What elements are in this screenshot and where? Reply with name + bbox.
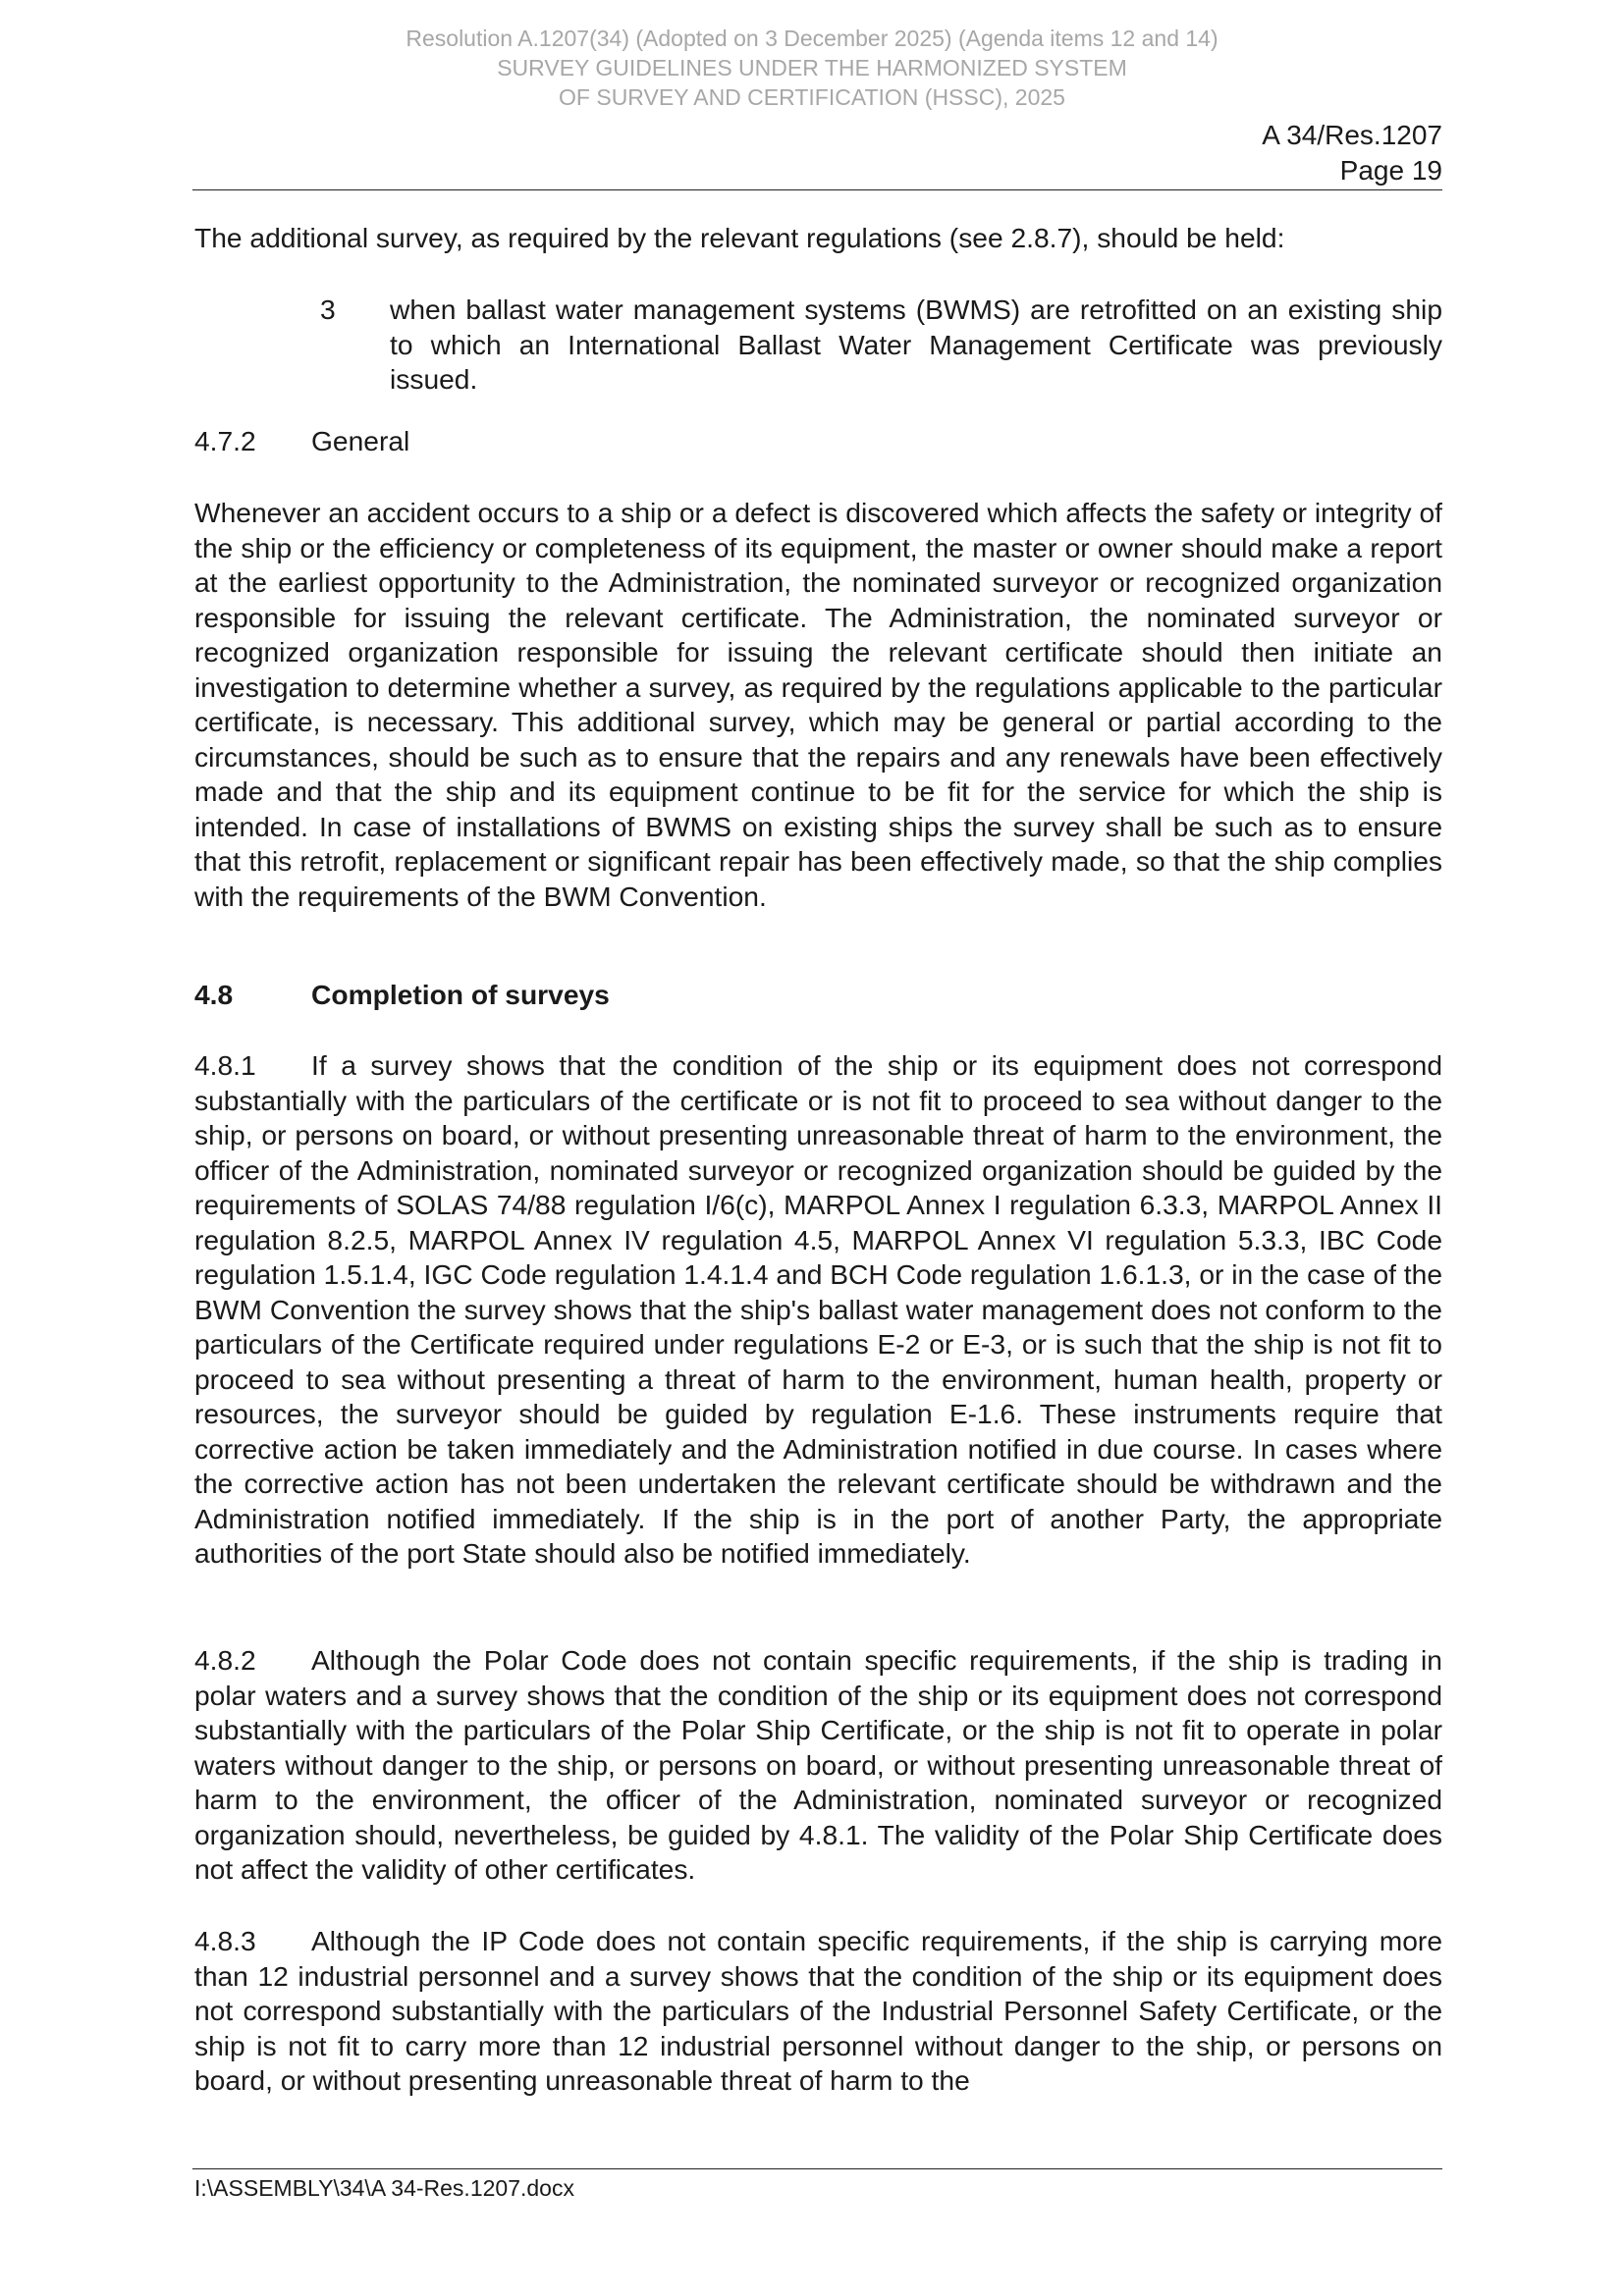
watermark-line-3: OF SURVEY AND CERTIFICATION (HSSC), 2025 <box>559 84 1065 110</box>
footer-file-path: I:\ASSEMBLY\34\A 34-Res.1207.docx <box>194 2175 574 2201</box>
paragraph-4-7-2: Whenever an accident occurs to a ship or a defect is discovered which affects the safety or integrity of the ship or the efficiency or completeness of its equipment, the master or owner should make a report at the earliest opportunity to the Administration, the nominated surveyor or recognized organization responsible for issuing the relevant certificate. The Administration, the nominated surveyor or recognized organization responsible for issuing the relevant certificate should then initiate an investigation to determine whether a survey, as required by the regulations applicable to the particular certificate, is necessary. This additional survey, which may be general or partial according to the circumstances, should be such as to ensure that the repairs and any renewals have been effectively made and that the ship and its equipment continue to be fit for the service for which the ship is intended. In case of installations of BWMS on existing ships the survey shall be such as to ensure that this retrofit, replacement or significant repair has been effectively made, so that the ship complies with the requirements of the BWM Convention. <box>194 497 1442 912</box>
paragraph-number: 4.8.3 <box>194 1925 256 1956</box>
page-number: Page 19 <box>1339 155 1442 186</box>
paragraph-4-8-1 <box>194 1048 1442 1572</box>
paragraph-4-8-3 <box>194 1924 1442 2099</box>
paragraph-number: 4.8.1 <box>194 1049 256 1081</box>
doc-reference: A 34/Res.1207 <box>1262 120 1442 150</box>
resolution-watermark <box>0 24 1624 112</box>
section-title: General <box>311 425 410 456</box>
paragraph-number: 4.8.2 <box>194 1644 256 1676</box>
footer-divider <box>192 2168 1442 2169</box>
paragraph-4-8-2 <box>194 1643 1442 1888</box>
section-title: Completion of surveys <box>311 979 610 1010</box>
paragraph-text: Although the Polar Code does not contain specific requirements, if the ship is trading in polar waters and a survey shows that the condition of the ship or its equipment does not correspond substantially with the particulars of the Polar Ship Certificate, or the ship is not fit to operate in polar waters without danger to the ship, or persons on board, or without presenting unreasonable threat of harm to the environment, the officer of the Administration, nominated surveyor or recognized organization should, nevertheless, be guided by 4.8.1. The validity of the Polar Ship Certificate does not affect the validity of other certificates. <box>194 1644 1442 1885</box>
list-item-number: 3 <box>320 294 336 325</box>
watermark-line-2: SURVEY GUIDELINES UNDER THE HARMONIZED SYSTEM <box>497 55 1127 80</box>
section-heading-4-7-2 <box>194 424 1442 459</box>
page-header <box>1262 118 1442 188</box>
section-number: 4.8 <box>194 979 234 1010</box>
header-divider <box>192 189 1442 190</box>
section-heading-4-8 <box>194 978 1442 1013</box>
watermark-line-1: Resolution A.1207(34) (Adopted on 3 December 2025) (Agenda items 12 and 14) <box>406 26 1218 51</box>
paragraph-text: If a survey shows that the condition of the ship or its equipment does not correspond substantially with the particulars of the certificate or is not fit to proceed to sea without danger to the ship, or persons on board, or without presenting unreasonable threat of harm to the environment, the officer of the Administration, nominated surveyor or recognized organization should be guided by the requirements of SOLAS 74/88 regulation I/6(c), MARPOL Annex I regulation 6.3.3, MARPOL Annex II regulation 8.2.5, MARPOL Annex IV regulation 4.5, MARPOL Annex VI regulation 5.3.3, IBC Code regulation 1.5.1.4, IGC Code regulation 1.4.1.4 and BCH Code regulation 1.6.1.3, or in the case of the BWM Convention the survey shows that the ship's ballast water management does not conform to the particulars of the Certificate required under regulations E-2 or E-3, or is such that the ship is not fit to proceed to sea without presenting a threat of harm to the environment, human health, property or resources, the surveyor should be guided by regulation E-1.6. These instruments require that corrective action be taken immediately and the Administration notified in due course. In cases where the corrective action has not been undertaken the relevant certificate should be withdrawn and the Administration notified immediately. If the ship is in the port of another Party, the appropriate authorities of the port State should also be notified immediately. <box>194 1049 1442 1569</box>
intro-paragraph: The additional survey, as required by the relevant regulations (see 2.8.7), should be held: <box>194 222 1285 253</box>
section-number: 4.7.2 <box>194 425 256 456</box>
paragraph-text: Although the IP Code does not contain specific requirements, if the ship is carrying more than 12 industrial personnel and a survey shows that the condition of the ship or its equipment does not correspond substantially with the particulars of the Industrial Personnel Safety Certificate, or the ship is not fit to carry more than 12 industrial personnel without danger to the ship, or persons on board, or without presenting unreasonable threat of harm to the <box>194 1925 1442 2096</box>
list-item-text: when ballast water management systems (BWMS) are retrofitted on an existing ship to which an International Ballast Water Management Certificate was previously issued. <box>390 294 1442 395</box>
